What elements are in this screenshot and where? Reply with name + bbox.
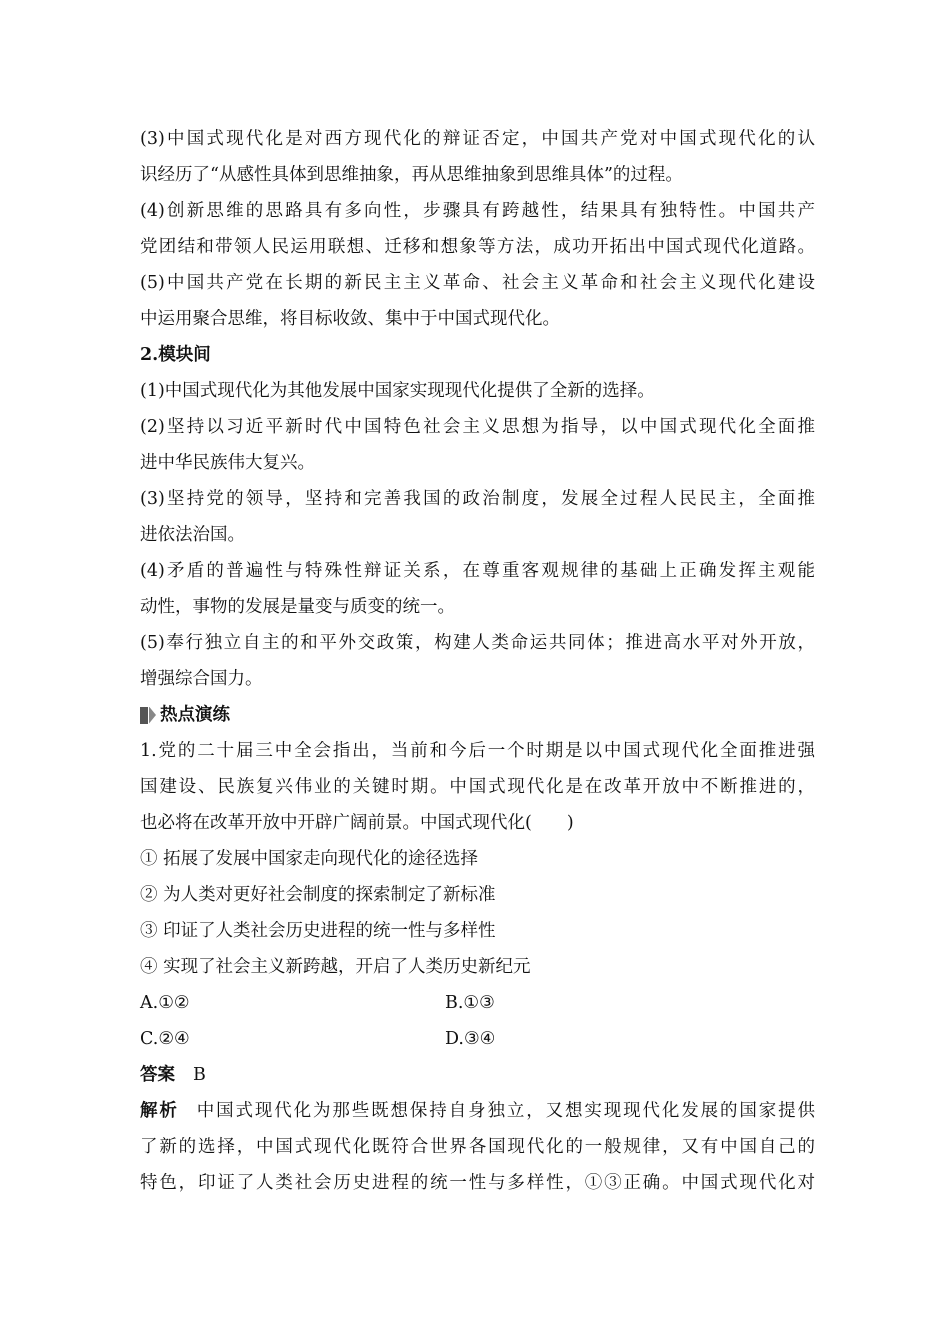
option-b: B.①③ bbox=[445, 993, 495, 1013]
answer-value: B bbox=[193, 1065, 206, 1085]
paragraph-line: (3)坚持党的领导，坚持和完善我国的政治制度，发展全过程人民民主，全面推 bbox=[140, 489, 815, 509]
paragraph-line: (5)中国共产党在长期的新民主主义革命、社会主义革命和社会主义现代化建设 bbox=[140, 273, 815, 293]
section-marker-icon bbox=[140, 707, 156, 724]
paragraph-line: 进中华民族伟大复兴。 bbox=[140, 453, 315, 473]
question-stem-line: 1.党的二十届三中全会指出，当前和今后一个时期是以中国式现代化全面推进强 bbox=[140, 741, 815, 761]
paragraph-line: (4)矛盾的普遍性与特殊性辩证关系，在尊重客观规律的基础上正确发挥主观能 bbox=[140, 561, 815, 581]
analysis-line bbox=[140, 1093, 815, 1129]
question-stem-line: 也必将在改革开放中开辟广阔前景。中国式现代化( ) bbox=[140, 813, 574, 833]
statement-1: ① 拓展了发展中国家走向现代化的途径选择 bbox=[140, 849, 479, 869]
paragraph-line: 识经历了“从感性具体到思维抽象，再从思维抽象到思维具体”的过程。 bbox=[140, 165, 683, 185]
paragraph-line: 增强综合国力。 bbox=[140, 669, 263, 689]
option-a: A.①② bbox=[140, 993, 190, 1013]
paragraph-line: 中运用聚合思维，将目标收敛、集中于中国式现代化。 bbox=[140, 309, 560, 329]
paragraph-line: (5)奉行独立自主的和平外交政策，构建人类命运共同体；推进高水平对外开放， bbox=[140, 633, 815, 653]
paragraph-line: 进依法治国。 bbox=[140, 525, 245, 545]
paragraph-line: (4)创新思维的思路具有多向性，步骤具有跨越性，结果具有独特性。中国共产 bbox=[140, 201, 815, 221]
statement-3: ③ 印证了人类社会历史进程的统一性与多样性 bbox=[140, 921, 496, 941]
paragraph-line: (1)中国式现代化为其他发展中国家实现现代化提供了全新的选择。 bbox=[140, 381, 655, 401]
options-row bbox=[140, 985, 815, 1021]
answer-line bbox=[140, 1057, 815, 1093]
option-c: C.②④ bbox=[140, 1029, 190, 1049]
options-row bbox=[140, 1021, 815, 1057]
statement-2: ② 为人类对更好社会制度的探索制定了新标准 bbox=[140, 885, 496, 905]
section-header-hot-practice bbox=[140, 697, 815, 733]
statement-4: ④ 实现了社会主义新跨越，开启了人类历史新纪元 bbox=[140, 957, 531, 977]
analysis-line: 特色，印证了人类社会历史进程的统一性与多样性，①③正确。中国式现代化对 bbox=[140, 1173, 815, 1193]
answer-label: 答案 bbox=[140, 1065, 175, 1085]
question-stem-line: 国建设、民族复兴伟业的关键时期。中国式现代化是在改革开放中不断推进的， bbox=[140, 777, 815, 797]
document-content bbox=[140, 121, 815, 1201]
paragraph-line: 党团结和带领人民运用联想、迁移和想象等方法，成功开拓出中国式现代化道路。 bbox=[140, 237, 815, 257]
analysis-label: 解析 bbox=[140, 1101, 179, 1121]
analysis-line: 了新的选择，中国式现代化既符合世界各国现代化的一般规律，又有中国自己的 bbox=[140, 1137, 815, 1157]
paragraph-line: 动性，事物的发展是量变与质变的统一。 bbox=[140, 597, 455, 617]
section-header-title: 热点演练 bbox=[160, 705, 230, 725]
option-d: D.③④ bbox=[445, 1029, 496, 1049]
paragraph-line: (3)中国式现代化是对西方现代化的辩证否定，中国共产党对中国式现代化的认 bbox=[140, 129, 815, 149]
analysis-text: 中国式现代化为那些既想保持自身独立，又想实现现代化发展的国家提供 bbox=[196, 1101, 816, 1121]
section-title-modules: 2.模块间 bbox=[140, 345, 211, 365]
paragraph-line: (2)坚持以习近平新时代中国特色社会主义思想为指导，以中国式现代化全面推 bbox=[140, 417, 815, 437]
